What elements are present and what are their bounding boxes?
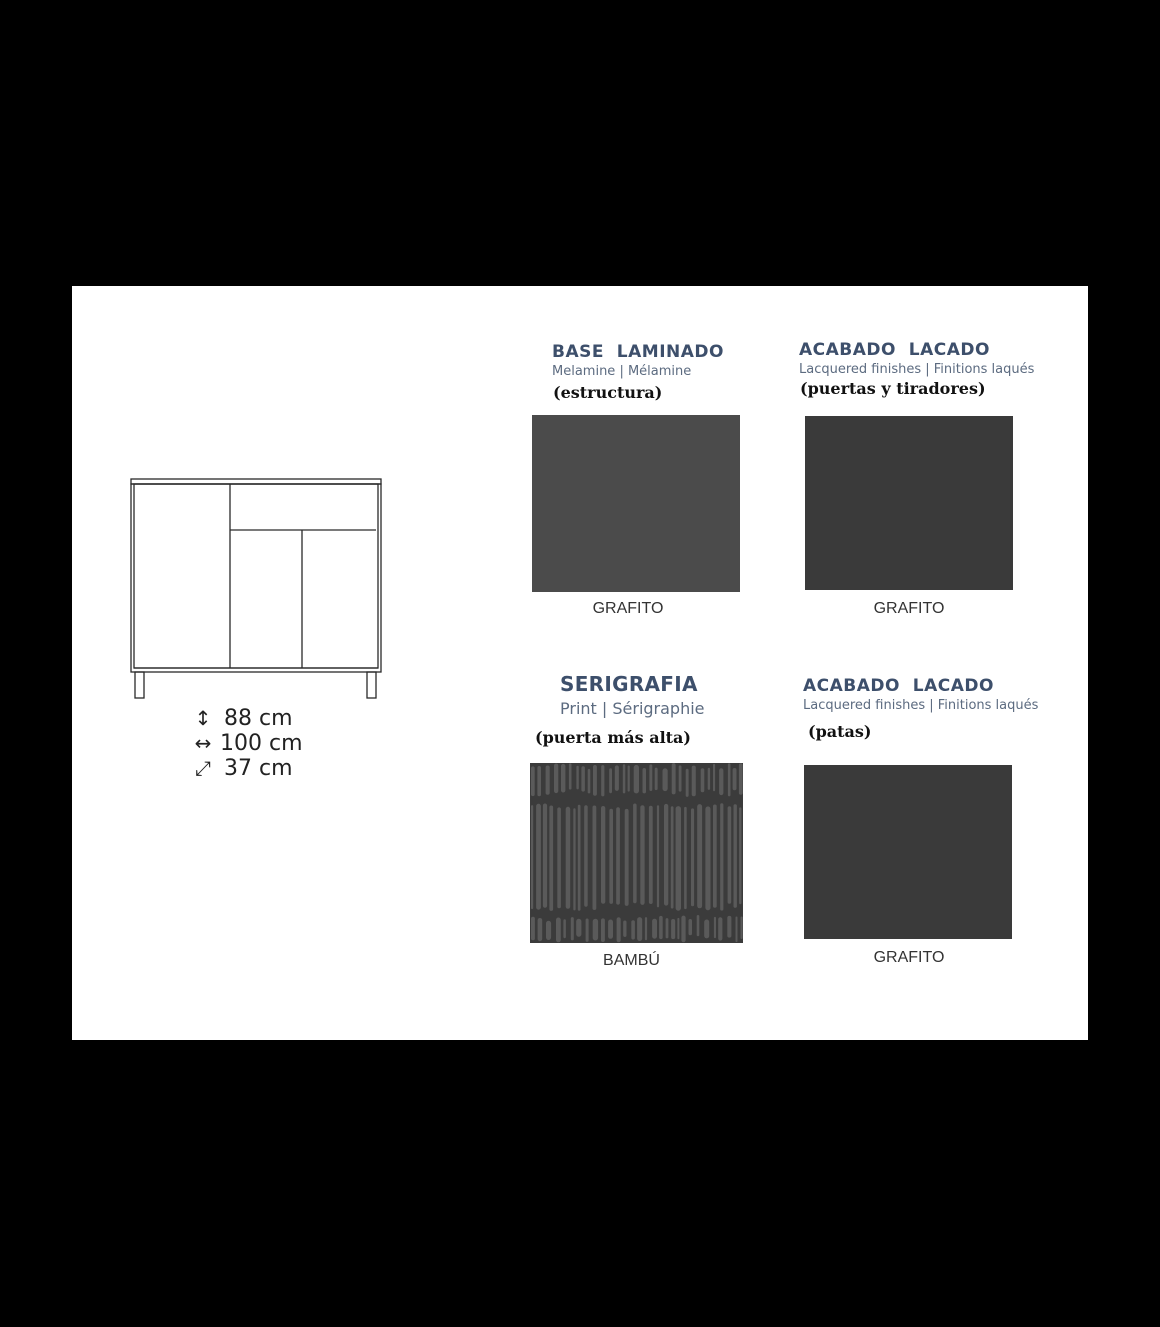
bamboo-stroke [616,807,620,905]
bamboo-stroke [623,921,626,937]
sideboard-leg-left [135,672,144,698]
bamboo-stroke [679,765,682,791]
bamboo-stroke [625,809,629,906]
bamboo-stroke [689,919,693,935]
legs-caption: GRAFITO [873,949,945,966]
bamboo-stroke [739,807,741,904]
bamboo-stroke [640,805,644,905]
bamboo-stroke [578,805,581,911]
bamboo-stroke [714,917,716,938]
bamboo-stroke [633,804,637,904]
bamboo-stroke [659,916,663,939]
bamboo-stroke [645,917,647,940]
bamboo-stroke [655,768,658,791]
bamboo-stroke [628,766,630,792]
diagonal-arrow-icon: ⤢ [195,756,211,780]
bamboo-stroke [576,766,578,790]
print-caption: BAMBÚ [603,952,660,969]
sideboard-body [131,484,381,672]
bamboo-stroke [697,915,700,936]
bamboo-stroke [571,917,574,940]
product-sheet [72,286,1088,1040]
bamboo-stroke [649,764,652,791]
bamboo-stroke [701,768,705,792]
bamboo-stroke [615,765,619,791]
bamboo-stroke [546,766,550,795]
bamboo-stroke [631,920,635,939]
bamboo-stroke [734,804,737,908]
bamboo-stroke [601,918,605,942]
bamboo-stroke [601,765,604,796]
bamboo-stroke [692,766,696,797]
bamboo-stroke [586,919,589,942]
bamboo-stroke [573,808,575,910]
doors-title: ACABADO LACADO [799,340,990,360]
bamboo-stroke [708,768,710,790]
bamboo-stroke [588,769,591,794]
bamboo-stroke [697,804,702,908]
bamboo-stroke [691,808,694,906]
bamboo-stroke [718,917,722,940]
bamboo-stroke [713,764,715,791]
bamboo-stroke [531,766,535,796]
print-title: SERIGRAFIA [560,672,698,696]
bamboo-stroke [593,765,597,796]
bamboo-stroke [733,768,737,790]
bamboo-stroke [584,805,588,906]
sideboard-leg-right [367,672,376,698]
bamboo-stroke [609,809,613,904]
bamboo-stroke [601,806,605,904]
bamboo-stroke [538,918,543,941]
bamboo-stroke [728,763,731,796]
bamboo-stroke [537,766,541,796]
dimension-height [190,705,330,731]
base-title: BASE LAMINADO [552,342,724,362]
bamboo-stroke [676,806,681,911]
bamboo-stroke [557,807,561,908]
depth-value: 37 cm [224,755,293,781]
bamboo-stroke [581,766,585,791]
sideboard-top [131,479,381,484]
bamboo-stroke [561,764,565,793]
legs-swatch [804,765,1012,939]
bamboo-stroke [719,768,723,795]
bamboo-stroke [531,917,535,941]
bamboo-stroke [563,919,566,938]
bamboo-stroke [728,806,732,904]
bamboo-stroke [623,764,626,793]
bamboo-stroke [681,916,685,943]
bamboo-stroke [720,803,723,910]
bamboo-stroke [643,768,647,793]
bamboo-stroke [705,806,710,910]
base-caption: GRAFITO [592,600,664,617]
doors-subtitle: Lacquered finishes | Finitions laqués [799,362,1035,377]
legs-title: ACABADO LACADO [803,676,994,696]
bamboo-stroke [576,919,581,937]
bamboo-stroke [666,918,669,938]
print-subtitle: Print | Sérigraphie [560,699,705,718]
bamboo-stroke [686,769,689,797]
print-note: (puerta más alta) [535,728,691,747]
dimension-depth [190,755,330,781]
bamboo-stroke [617,917,621,942]
bamboo-stroke [663,768,668,791]
bamboo-stroke [546,921,551,940]
width-value: 100 cm [220,730,303,756]
doors-swatch [805,416,1013,590]
bamboo-stroke [684,807,687,909]
bamboo-stroke [704,920,709,939]
height-value: 88 cm [224,705,293,731]
legs-note: (patas) [808,722,872,741]
bamboo-stroke [652,919,657,939]
bamboo-stroke [741,917,743,940]
bamboo-stroke [593,919,598,941]
bamboo-pattern-swatch [530,763,743,943]
legs-subtitle: Lacquered finishes | Finitions laqués [803,698,1039,713]
bamboo-stroke [569,763,572,789]
bamboo-stroke [736,917,738,943]
bamboo-stroke [672,763,676,794]
dimension-width [190,730,330,756]
bamboo-stroke [536,804,541,910]
doors-caption: GRAFITO [873,600,945,617]
base-swatch [532,415,740,592]
bamboo-stroke [566,807,571,909]
bamboo-stroke [637,917,642,941]
bamboo-stroke [739,763,743,795]
sideboard-drawing [128,476,384,702]
bamboo-stroke [543,804,547,908]
doors-note: (puertas y tiradores) [800,379,986,398]
bamboo-stroke [664,804,668,906]
bamboo-stroke [713,805,717,908]
bamboo-stroke [549,806,553,911]
bamboo-stroke [556,918,561,943]
bamboo-stroke [531,805,533,909]
vertical-arrow-icon: ↕ [194,706,212,730]
bamboo-stroke [677,918,679,939]
sideboard-inner [134,484,378,668]
bamboo-stroke [671,806,674,908]
bamboo-stroke [608,920,613,939]
bamboo-stroke [649,806,653,904]
base-note: (estructura) [553,383,663,402]
bamboo-stroke [657,805,659,907]
bamboo-stroke [727,916,731,938]
bamboo-stroke [634,765,639,794]
bamboo-stroke [671,919,675,939]
horizontal-arrow-icon: ↔ [194,731,212,755]
bamboo-stroke [609,768,612,793]
bamboo-stroke [554,764,558,794]
bamboo-stroke [593,806,597,911]
base-subtitle: Melamine | Mélamine [552,364,692,379]
